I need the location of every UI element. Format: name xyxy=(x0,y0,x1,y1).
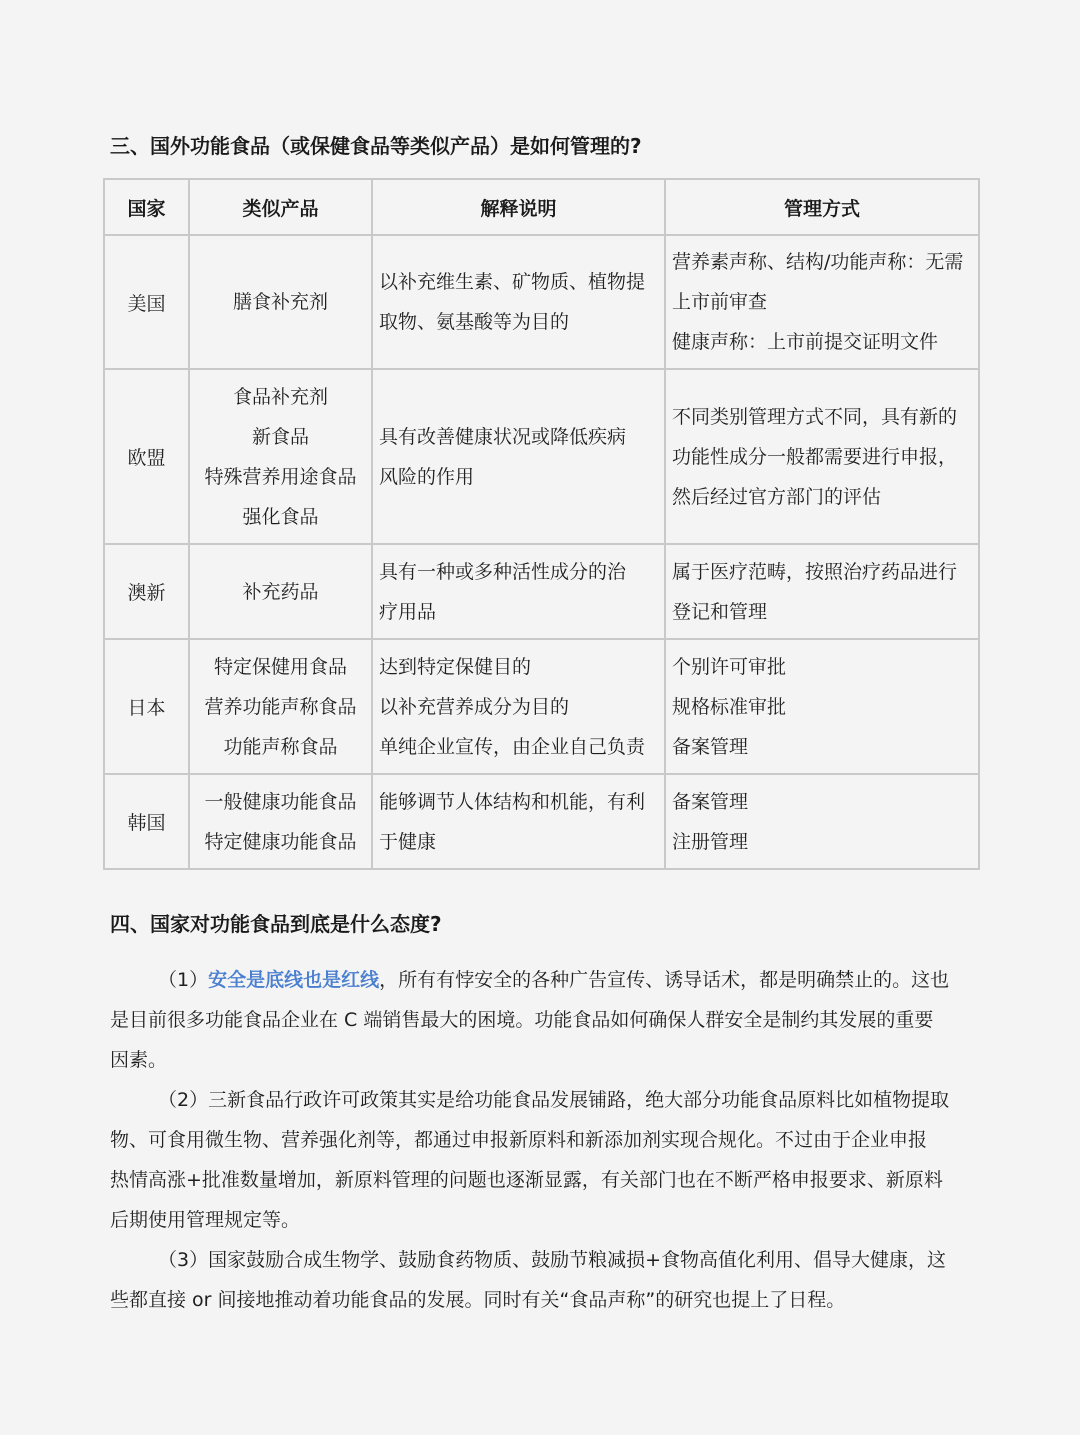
desc-line: 以补充维生素、矿物质、植物提 xyxy=(379,271,646,293)
desc-line: 达到特定保健目的 xyxy=(379,655,532,678)
product-item: 特殊营养用途食品 xyxy=(204,465,357,488)
cell-management xyxy=(665,774,979,869)
paragraph-line: 后期使用管理规定等。 xyxy=(110,1209,301,1231)
product-item: 新食品 xyxy=(251,425,309,448)
table-row xyxy=(104,544,979,639)
paragraph-2 xyxy=(110,1080,972,1240)
cell-products xyxy=(189,639,372,774)
mgmt-line: 规格标准审批 xyxy=(672,695,787,718)
cell-country: 美国 xyxy=(104,235,189,369)
mgmt-line: 备案管理 xyxy=(672,790,749,813)
header-management: 管理方式 xyxy=(665,179,979,235)
cell-management xyxy=(665,235,979,369)
table-row xyxy=(104,774,979,869)
desc-line: 于健康 xyxy=(379,830,437,853)
product-item: 一般健康功能食品 xyxy=(204,790,357,813)
cell-country: 欧盟 xyxy=(104,369,189,544)
paragraph-1 xyxy=(110,960,972,1080)
product-item: 补充药品 xyxy=(242,580,319,603)
mgmt-line: 健康声称：上市前提交证明文件 xyxy=(672,331,939,353)
table-row xyxy=(104,235,979,369)
desc-line: 疗用品 xyxy=(379,600,437,623)
paragraph-line: 热情高涨+批准数量增加，新原料管理的问题也逐渐显露，有关部门也在不断严格申报要求、新原料 xyxy=(110,1169,943,1191)
mgmt-line: 上市前审查 xyxy=(672,291,768,313)
section-3-heading: 三、国外功能食品（或保健食品等类似产品）是如何管理的? xyxy=(110,134,642,158)
mgmt-line: 登记和管理 xyxy=(672,600,768,623)
mgmt-line: 然后经过官方部门的评估 xyxy=(672,485,882,508)
cell-products xyxy=(189,774,372,869)
cell-products xyxy=(189,235,372,369)
mgmt-line: 个别许可审批 xyxy=(672,655,787,678)
cell-country: 韩国 xyxy=(104,774,189,869)
header-products: 类似产品 xyxy=(189,179,372,235)
paragraph-number: （1） xyxy=(158,969,209,991)
paragraph-line: 物、可食用微生物、营养强化剂等，都通过申报新原料和新添加剂实现合规化。不过由于企业申报 xyxy=(110,1129,928,1151)
desc-line: 能够调节人体结构和机能，有利 xyxy=(379,790,646,813)
highlight-text: 安全是底线也是红线 xyxy=(208,969,380,991)
section-4-heading: 四、国家对功能食品到底是什么态度? xyxy=(110,912,442,936)
table-row xyxy=(104,369,979,544)
desc-line: 取物、氨基酸等为目的 xyxy=(379,311,570,333)
product-item: 特定健康功能食品 xyxy=(204,830,357,853)
desc-line: 具有一种或多种活性成分的治 xyxy=(379,560,627,583)
paragraph-line xyxy=(110,960,972,1000)
cell-description xyxy=(372,235,665,369)
cell-products xyxy=(189,369,372,544)
paragraph-line: （3）国家鼓励合成生物学、鼓励食药物质、鼓励节粮减损+食物高值化利用、倡导大健康，这 xyxy=(158,1249,947,1271)
paragraph-line: 因素。 xyxy=(110,1049,168,1071)
cell-country: 日本 xyxy=(104,639,189,774)
table-row xyxy=(104,639,979,774)
cell-management xyxy=(665,369,979,544)
cell-products xyxy=(189,544,372,639)
cell-management xyxy=(665,639,979,774)
paragraph-text: ，所有有悖安全的各种广告宣传、诱导话术，都是明确禁止的。这也 xyxy=(379,969,950,991)
product-item: 营养功能声称食品 xyxy=(204,695,357,718)
desc-line: 具有改善健康状况或降低疾病 xyxy=(379,425,627,448)
cell-description xyxy=(372,544,665,639)
desc-line: 单纯企业宣传，由企业自己负责 xyxy=(379,735,646,758)
cell-description xyxy=(372,639,665,774)
mgmt-line: 营养素声称、结构/功能声称：无需 xyxy=(672,251,964,273)
cell-description xyxy=(372,774,665,869)
desc-line: 以补充营养成分为目的 xyxy=(379,695,570,718)
mgmt-line: 功能性成分一般都需要进行申报， xyxy=(672,445,958,468)
paragraph-3 xyxy=(110,1240,972,1320)
product-item: 强化食品 xyxy=(242,505,319,528)
regulation-table xyxy=(103,178,980,870)
cell-country: 澳新 xyxy=(104,544,189,639)
cell-management xyxy=(665,544,979,639)
product-item: 特定保健用食品 xyxy=(213,655,347,678)
paragraph-line: 是目前很多功能食品企业在 C 端销售最大的困境。功能食品如何确保人群安全是制约其发展的重要 xyxy=(110,1009,934,1031)
mgmt-line: 属于医疗范畴，按照治疗药品进行 xyxy=(672,560,958,583)
mgmt-line: 备案管理 xyxy=(672,735,749,758)
header-country: 国家 xyxy=(104,179,189,235)
mgmt-line: 注册管理 xyxy=(672,830,749,853)
paragraph-line: 些都直接 or 间接地推动着功能食品的发展。同时有关“食品声称”的研究也提上了日程。 xyxy=(110,1289,846,1311)
header-description: 解释说明 xyxy=(372,179,665,235)
product-item: 食品补充剂 xyxy=(232,385,328,408)
product-item: 功能声称食品 xyxy=(223,735,338,758)
product-item: 膳食补充剂 xyxy=(232,291,328,313)
mgmt-line: 不同类别管理方式不同，具有新的 xyxy=(672,405,958,428)
paragraph-line: （2）三新食品行政许可政策其实是给功能食品发展铺路，绝大部分功能食品原料比如植物提取 xyxy=(158,1089,950,1111)
desc-line: 风险的作用 xyxy=(379,465,475,488)
cell-description xyxy=(372,369,665,544)
table-header-row xyxy=(104,179,979,235)
